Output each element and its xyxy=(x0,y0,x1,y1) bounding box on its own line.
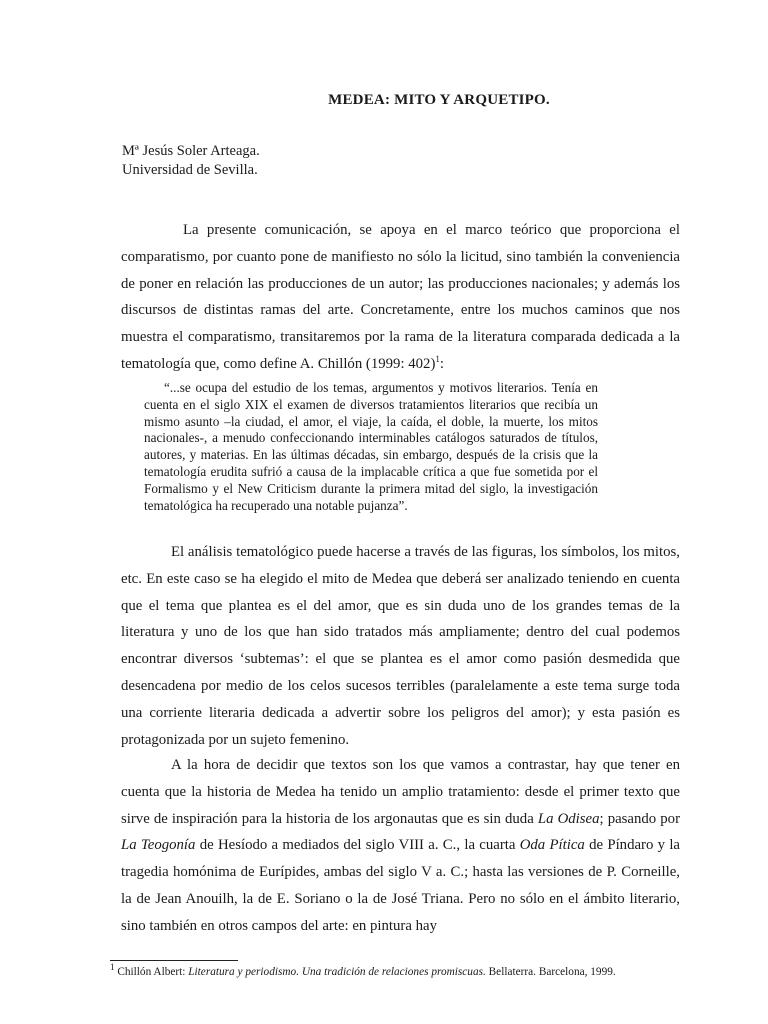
work-title-oda-pitica: Oda Pítica xyxy=(519,837,585,854)
footnote-separator xyxy=(110,960,238,961)
paragraph-intro-text: La presente comunicación, se apoya en el marco teórico que proporciona el comparatismo, por cuanto pone de manifiesto no sólo la licitud, sino también la conveniencia de poner en relación las producciones de un autor; las producciones nacionales; y además los discursos de distintas ramas del arte. Concretamente, entre los muchos caminos que nos muestra el comparatismo, transitaremos por la rama de la literatura comparada dedicada a la tematología que, como define A. Chillón (1999: 402) xyxy=(121,222,680,372)
work-title-odisea: La Odisea xyxy=(537,810,600,827)
paragraph-texts-part-c: de Hesíodo a mediados del siglo VIII a. C., la cuarta xyxy=(195,837,520,854)
footnote xyxy=(110,964,670,980)
paragraph-intro-end: : xyxy=(439,355,445,372)
author-block xyxy=(122,142,260,180)
paragraph-analysis xyxy=(121,539,680,753)
block-quote-text: “...se ocupa del estudio de los temas, argumentos y motivos literarios. Tenía en cuenta en el siglo XIX el examen de diversos tratamientos literarios que recibía un mismo asunto –la ciudad, el amor, el viaje, la caída, el doble, la muerte, los mitos nacionales-, a menudo confeccionando interminables catálogos saturados de títulos, autores, y materias. En las últimas décadas, sin embargo, después de la crisis que la tematología erudita sufrió a causa de la implacable crítica a que fue sometida por el Formalismo y el New Criticism durante la primera mitad del siglo, la investigación tematológica ha recuperado una notable pujanza”. xyxy=(144,380,598,513)
paragraph-texts-part-b: ; pasando por xyxy=(599,810,681,827)
work-title-teogonia: La Teogonía xyxy=(121,837,196,854)
footnote-reference[interactable]: 1 xyxy=(435,354,440,365)
footnote-mark: 1 xyxy=(110,962,115,973)
footnote-author: Chillón Albert: xyxy=(114,966,189,978)
footnote-publisher: Bellaterra. Barcelona, 1999. xyxy=(485,966,616,978)
paragraph-intro xyxy=(121,217,680,378)
block-quote xyxy=(144,380,598,514)
page-title: MEDEA: MITO Y ARQUETIPO. xyxy=(328,92,550,108)
author-name: Mª Jesús Soler Arteaga. xyxy=(122,143,260,159)
paragraph-analysis-text: El análisis tematológico puede hacerse a través de las figuras, los símbolos, los mitos, etc. En este caso se ha elegido el mito de Medea que deberá ser analizado teniendo en cuenta que el tema que plantea es el del amor, que es sin duda uno de los grandes temas de la literatura y uno de los que han sido tratados más ampliamente; dentro del cual podemos encontrar diversos ‘subtemas’: el que se plantea es el amor como pasión desmedida que desencadena por medio de los celos sucesos terribles (paralelamente a este tema surge toda una corriente literaria dedicada a advertir sobre los peligros del amor); y esta pasión es protagonizada por un sujeto femenino. xyxy=(121,544,680,748)
paragraph-texts-part-d: de Píndaro y la tragedia homónima de Eurípides, ambas del siglo V a. C.; hasta las versiones de P. Corneille, la de Jean Anouilh, la de E. Soriano o la de José Triana. Pero no sólo en el ámbito literario, sino también en otros campos del arte: en pintura hay xyxy=(121,837,680,934)
author-affiliation: Universidad de Sevilla. xyxy=(122,162,258,178)
paragraph-texts-part-a: A la hora de decidir que textos son los que vamos a contrastar, hay que tener en cuenta que la historia de Medea ha tenido un amplio tratamiento: desde el primer texto que sirve de inspiración para la historia de los argonautas que es sin duda xyxy=(121,757,680,827)
footnote-work-title: Literatura y periodismo. Una tradición de relaciones promiscuas. xyxy=(188,966,486,978)
paragraph-texts xyxy=(121,752,680,940)
